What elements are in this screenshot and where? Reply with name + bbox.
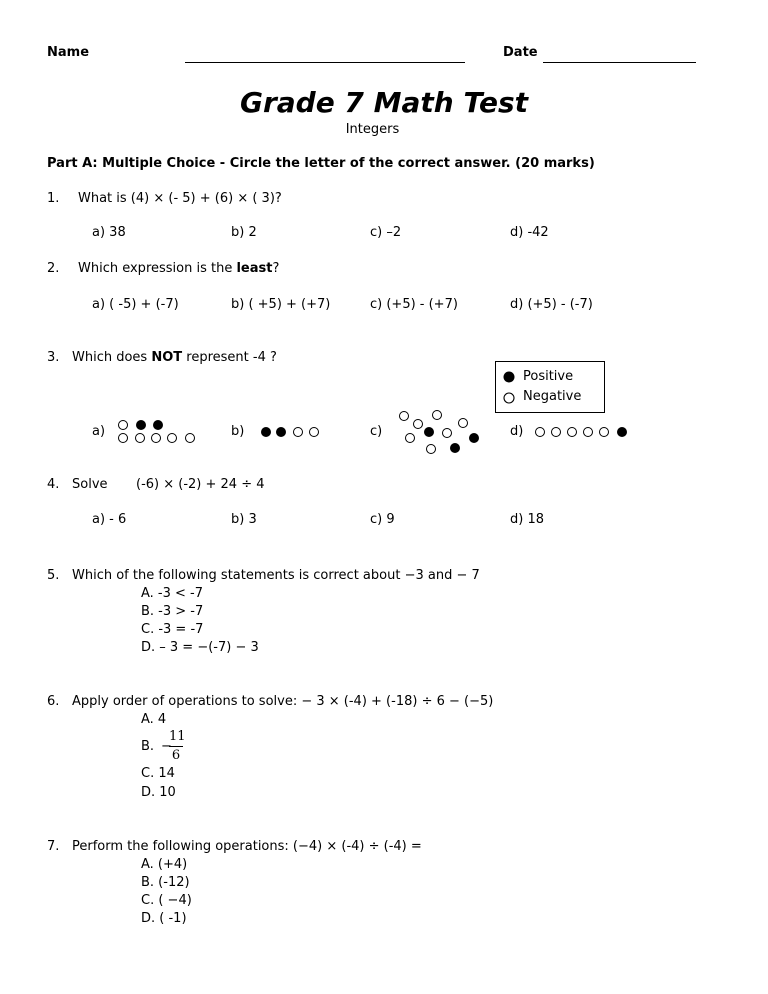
q6-fraction-denominator: 6 <box>171 748 181 763</box>
q4-option-a: a) - 6 <box>92 512 127 527</box>
q1-option-c: c) –2 <box>370 225 402 240</box>
positive-counter-icon <box>504 372 515 383</box>
q6-choice-b: B. <box>141 739 155 754</box>
q3-number: 3. <box>47 350 60 365</box>
q5-choice-a: A. -3 < -7 <box>141 586 204 601</box>
q3-option-a: a) <box>92 424 106 439</box>
page-title: Grade 7 Math Test <box>239 86 529 119</box>
q3-option-d-counters <box>532 424 632 444</box>
q3-option-c: c) <box>370 424 383 439</box>
name-label: Name <box>47 45 90 60</box>
q4-option-c: c) 9 <box>370 512 395 527</box>
q2-number: 2. <box>47 261 60 276</box>
q6-number: 6. <box>47 694 60 709</box>
part-a-heading: Part A: Multiple Choice - Circle the letter of the correct answer. (20 marks) <box>47 156 595 171</box>
q2-option-c: c) (+5) - (+7) <box>370 297 458 312</box>
q3-option-c-counters <box>392 406 492 456</box>
q6-choice-d: D. 10 <box>141 785 176 800</box>
q1-option-b: b) 2 <box>231 225 257 240</box>
q4-label: Solve <box>72 477 108 492</box>
q3-option-d: d) <box>510 424 524 439</box>
q3-option-a-counters <box>114 418 204 448</box>
q4-text: (-6) × (-2) + 24 ÷ 4 <box>136 477 265 492</box>
q1-number: 1. <box>47 191 60 206</box>
q7-choice-d: D. ( -1) <box>141 911 187 926</box>
q5-choice-c: C. -3 = -7 <box>141 622 204 637</box>
q7-number: 7. <box>47 839 60 854</box>
q7-choice-b: B. (-12) <box>141 875 190 890</box>
q7-text: Perform the following operations: (−4) × (-4) ÷ (-4) = <box>72 839 422 854</box>
q5-number: 5. <box>47 568 60 583</box>
q6-fraction-bar <box>169 746 183 747</box>
page-subtitle: Integers <box>345 122 400 137</box>
q1-option-d: d) -42 <box>510 225 549 240</box>
q4-option-d: d) 18 <box>510 512 544 527</box>
q1-option-a: a) 38 <box>92 225 126 240</box>
q7-choice-c: C. ( −4) <box>141 893 192 908</box>
legend-negative-label: Negative <box>523 389 582 404</box>
date-line <box>543 62 696 63</box>
q1-text: What is (4) × (- 5) + (6) × ( 3)? <box>78 191 282 206</box>
q2-option-d: d) (+5) - (-7) <box>510 297 593 312</box>
q6-fraction-sign: − <box>161 739 172 754</box>
legend-positive-label: Positive <box>523 369 574 384</box>
date-label: Date <box>503 45 538 60</box>
q7-choice-a: A. (+4) <box>141 857 188 872</box>
name-line <box>185 62 465 63</box>
q5-choice-d: D. – 3 = −(-7) − 3 <box>141 640 259 655</box>
q4-number: 4. <box>47 477 60 492</box>
q6-choice-c: C. 14 <box>141 766 175 781</box>
q4-option-b: b) 3 <box>231 512 257 527</box>
q3-option-b: b) <box>231 424 245 439</box>
negative-counter-icon <box>504 393 514 403</box>
q6-fraction-numerator: 11 <box>169 729 186 744</box>
q6-choice-a: A. 4 <box>141 712 167 727</box>
q5-text: Which of the following statements is correct about −3 and − 7 <box>72 568 480 583</box>
counter-legend <box>495 361 605 413</box>
q2-option-b: b) ( +5) + (+7) <box>231 297 331 312</box>
q6-text: Apply order of operations to solve: − 3 × (-4) + (-18) ÷ 6 − (−5) <box>72 694 494 709</box>
q3-option-b-counters <box>256 424 326 444</box>
q2-text: Which expression is the least? <box>78 261 280 276</box>
legend-icons <box>496 362 516 412</box>
q2-option-a: a) ( -5) + (-7) <box>92 297 179 312</box>
q3-text: Which does NOT represent -4 ? <box>72 350 277 365</box>
q5-choice-b: B. -3 > -7 <box>141 604 204 619</box>
